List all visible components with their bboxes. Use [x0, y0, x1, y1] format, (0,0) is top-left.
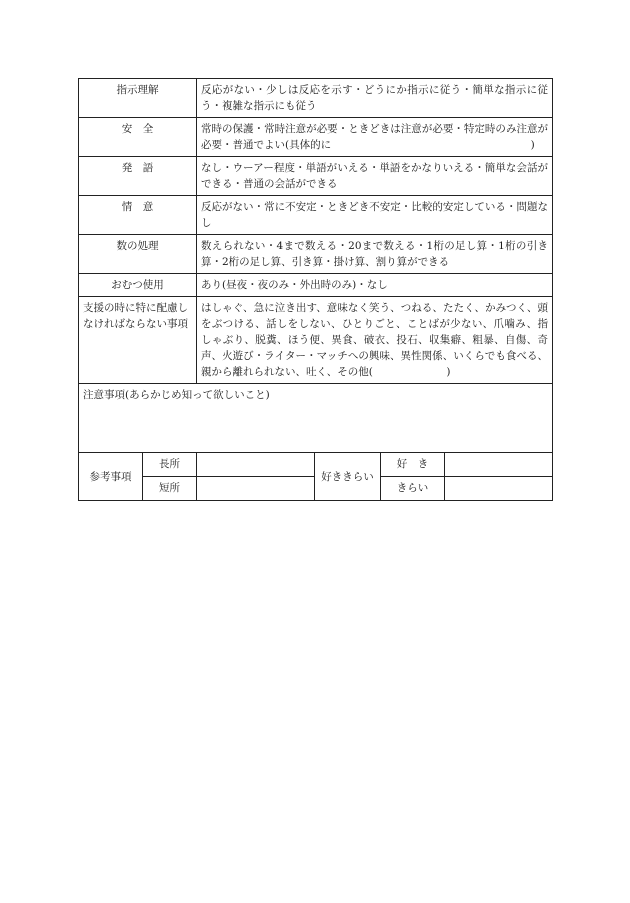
row-content-consideration: はしゃぐ、急に泣き出す、意味なく笑う、つねる、たたく、かみつく、頭をぶつける、話しをしない、ひとりごと、ことばが少ない、爪噛み、指しゃぶり、脱糞、ほう便、異食、破衣、投石、収集癖、粗暴、自傷、奇声、火遊び・ライター・マッチへの興味、異性関係、いくらでも食べる、親から離れられない、吐く、その他( ) [197, 297, 553, 384]
row-content-speech: なし・ウーアー程度・単語がいえる・単語をかなりいえる・簡単な会話ができる・普通の会話ができる [197, 157, 553, 196]
row-notes [79, 384, 553, 453]
row-speech [79, 157, 553, 196]
row-reference-strengths [79, 453, 553, 477]
row-label-emotion: 情 意 [79, 196, 197, 235]
row-label-consideration: 支援の時に特に配慮しなければならない事項 [79, 297, 197, 384]
row-label-speech: 発 語 [79, 157, 197, 196]
row-content-instruction: 反応がない・少しは反応を示す・どうにか指示に従う・簡単な指示に従う・複雑な指示にも従う [197, 79, 553, 118]
weaknesses-value-field[interactable] [197, 477, 315, 501]
row-emotion [79, 196, 553, 235]
row-label-numbers: 数の処理 [79, 235, 197, 274]
weaknesses-label: 短所 [143, 477, 197, 501]
reference-label: 参考事項 [79, 453, 143, 501]
profile-form-table [78, 78, 553, 501]
row-label-diaper: おむつ使用 [79, 274, 197, 297]
dislikes-label: きらい [381, 477, 445, 501]
row-diaper-use [79, 274, 553, 297]
strengths-label: 長所 [143, 453, 197, 477]
row-label-safety: 安 全 [79, 118, 197, 157]
row-special-consideration [79, 297, 553, 384]
likes-dislikes-label: 好ききらい [315, 453, 381, 501]
row-content-diaper: あり(昼夜・夜のみ・外出時のみ)・なし [197, 274, 553, 297]
row-content-safety: 常時の保護・常時注意が必要・ときどきは注意が必要・特定時のみ注意が必要・普通でよい(具体的に ) [197, 118, 553, 157]
strengths-value-field[interactable] [197, 453, 315, 477]
row-content-emotion: 反応がない・常に不安定・ときどき不安定・比較的安定している・問題なし [197, 196, 553, 235]
notes-label: 注意事項(あらかじめ知って欲しいこと) [83, 389, 270, 401]
row-instruction-understanding [79, 79, 553, 118]
row-safety [79, 118, 553, 157]
likes-label: 好 き [381, 453, 445, 477]
row-content-numbers: 数えられない・4まで数える・20まで数える・1桁の足し算・1桁の引き算・2桁の足し算、引き算・掛け算、割り算ができる [197, 235, 553, 274]
row-label-instruction: 指示理解 [79, 79, 197, 118]
likes-value-field[interactable] [445, 453, 553, 477]
notes-cell [79, 384, 553, 453]
dislikes-value-field[interactable] [445, 477, 553, 501]
row-number-handling [79, 235, 553, 274]
